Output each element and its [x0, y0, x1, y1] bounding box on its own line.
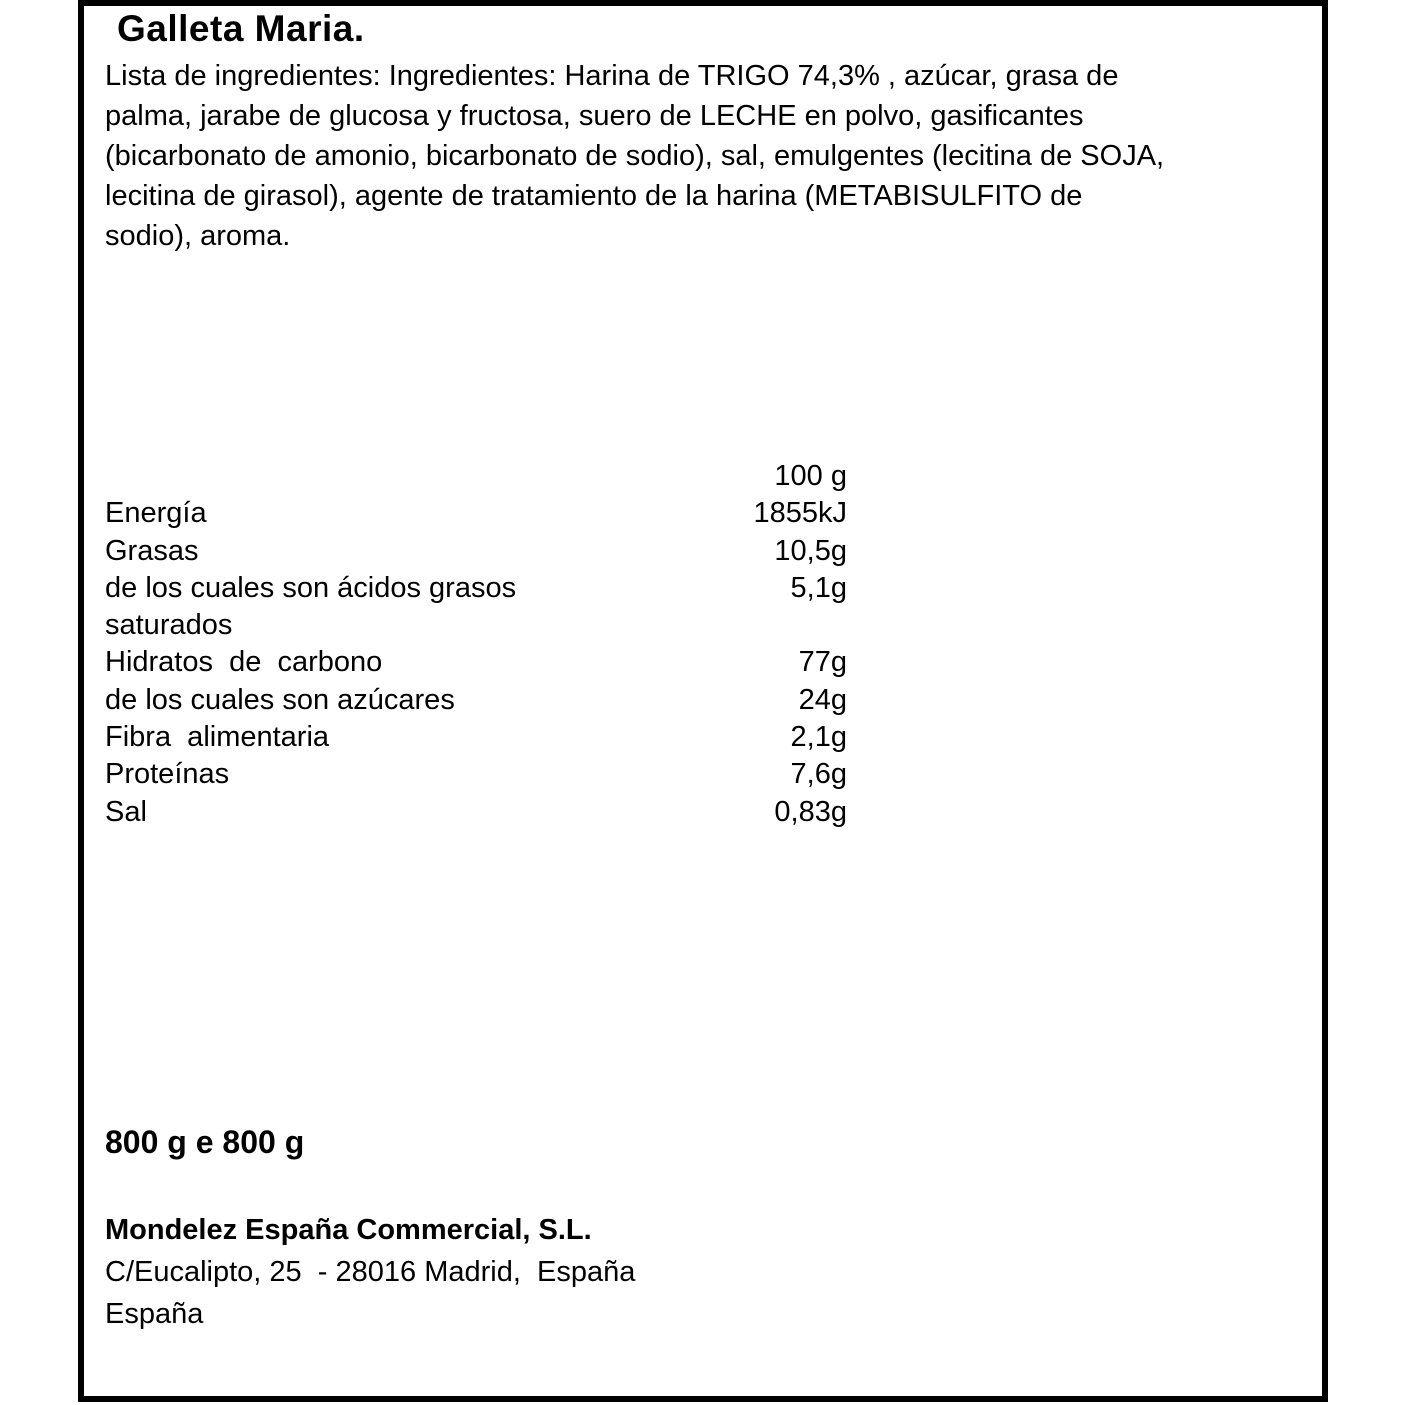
nutrition-row — [105, 495, 847, 532]
nutrient-value: 10,5g — [774, 534, 847, 567]
ingredients-line: Lista de ingredientes: Ingredientes: Harina de TRIGO 74,3% , azúcar, grasa de — [105, 60, 1119, 92]
ingredients-line: palma, jarabe de glucosa y fructosa, suero de LECHE en polvo, gasificantes — [105, 100, 1084, 132]
nutrient-value: 5,1g — [790, 571, 847, 604]
manufacturer-name: Mondelez España Commercial, S.L. — [105, 1214, 592, 1246]
manufacturer-block — [105, 1209, 635, 1335]
net-weight: 800 g e 800 g — [105, 1124, 305, 1160]
nutrient-label: de los cuales son azúcares — [105, 683, 455, 716]
ingredients-line: sodio), aroma. — [105, 220, 291, 252]
label-border-frame — [78, 0, 1328, 1402]
nutrition-row — [105, 533, 847, 570]
nutrient-value: 7,6g — [790, 758, 847, 791]
manufacturer-address: C/Eucalipto, 25 - 28016 Madrid, España — [105, 1256, 636, 1288]
nutrition-row — [105, 794, 847, 831]
nutrition-header-row — [105, 458, 847, 495]
nutrient-label: Energía — [105, 497, 207, 530]
nutrient-value: 24g — [798, 683, 847, 716]
nutrient-label: Grasas — [105, 534, 199, 567]
nutrition-row — [105, 682, 847, 719]
nutrition-row — [105, 607, 847, 644]
nutrient-label: Sal — [105, 795, 147, 828]
nutrient-value: 2,1g — [790, 721, 847, 754]
nutrient-label: Proteínas — [105, 758, 230, 791]
nutrient-label: Fibra alimentaria — [105, 721, 330, 754]
ingredients-line: (bicarbonato de amonio, bicarbonato de sodio), sal, emulgentes (lecitina de SOJA, — [105, 140, 1165, 172]
nutrition-row — [105, 719, 847, 756]
nutrition-column-header: 100 g — [774, 460, 847, 492]
nutrition-row — [105, 644, 847, 681]
nutrition-table — [105, 458, 847, 831]
product-title: Galleta Maria. — [117, 8, 365, 49]
nutrient-value: 1855kJ — [753, 497, 847, 530]
nutrition-header-spacer — [105, 458, 637, 495]
ingredients-paragraph — [105, 56, 1305, 256]
nutrient-label: de los cuales son ácidos grasos — [105, 571, 517, 604]
nutrition-row — [105, 756, 847, 793]
nutrition-row — [105, 570, 847, 607]
manufacturer-country: España — [105, 1298, 204, 1330]
nutrient-label: saturados — [105, 609, 233, 642]
nutrient-value: 0,83g — [774, 795, 847, 828]
nutrient-value — [637, 607, 847, 644]
ingredients-line: lecitina de girasol), agente de tratamiento de la harina (METABISULFITO de — [105, 180, 1083, 212]
nutrient-value: 77g — [798, 646, 847, 679]
nutrient-label: Hidratos de carbono — [105, 646, 383, 679]
